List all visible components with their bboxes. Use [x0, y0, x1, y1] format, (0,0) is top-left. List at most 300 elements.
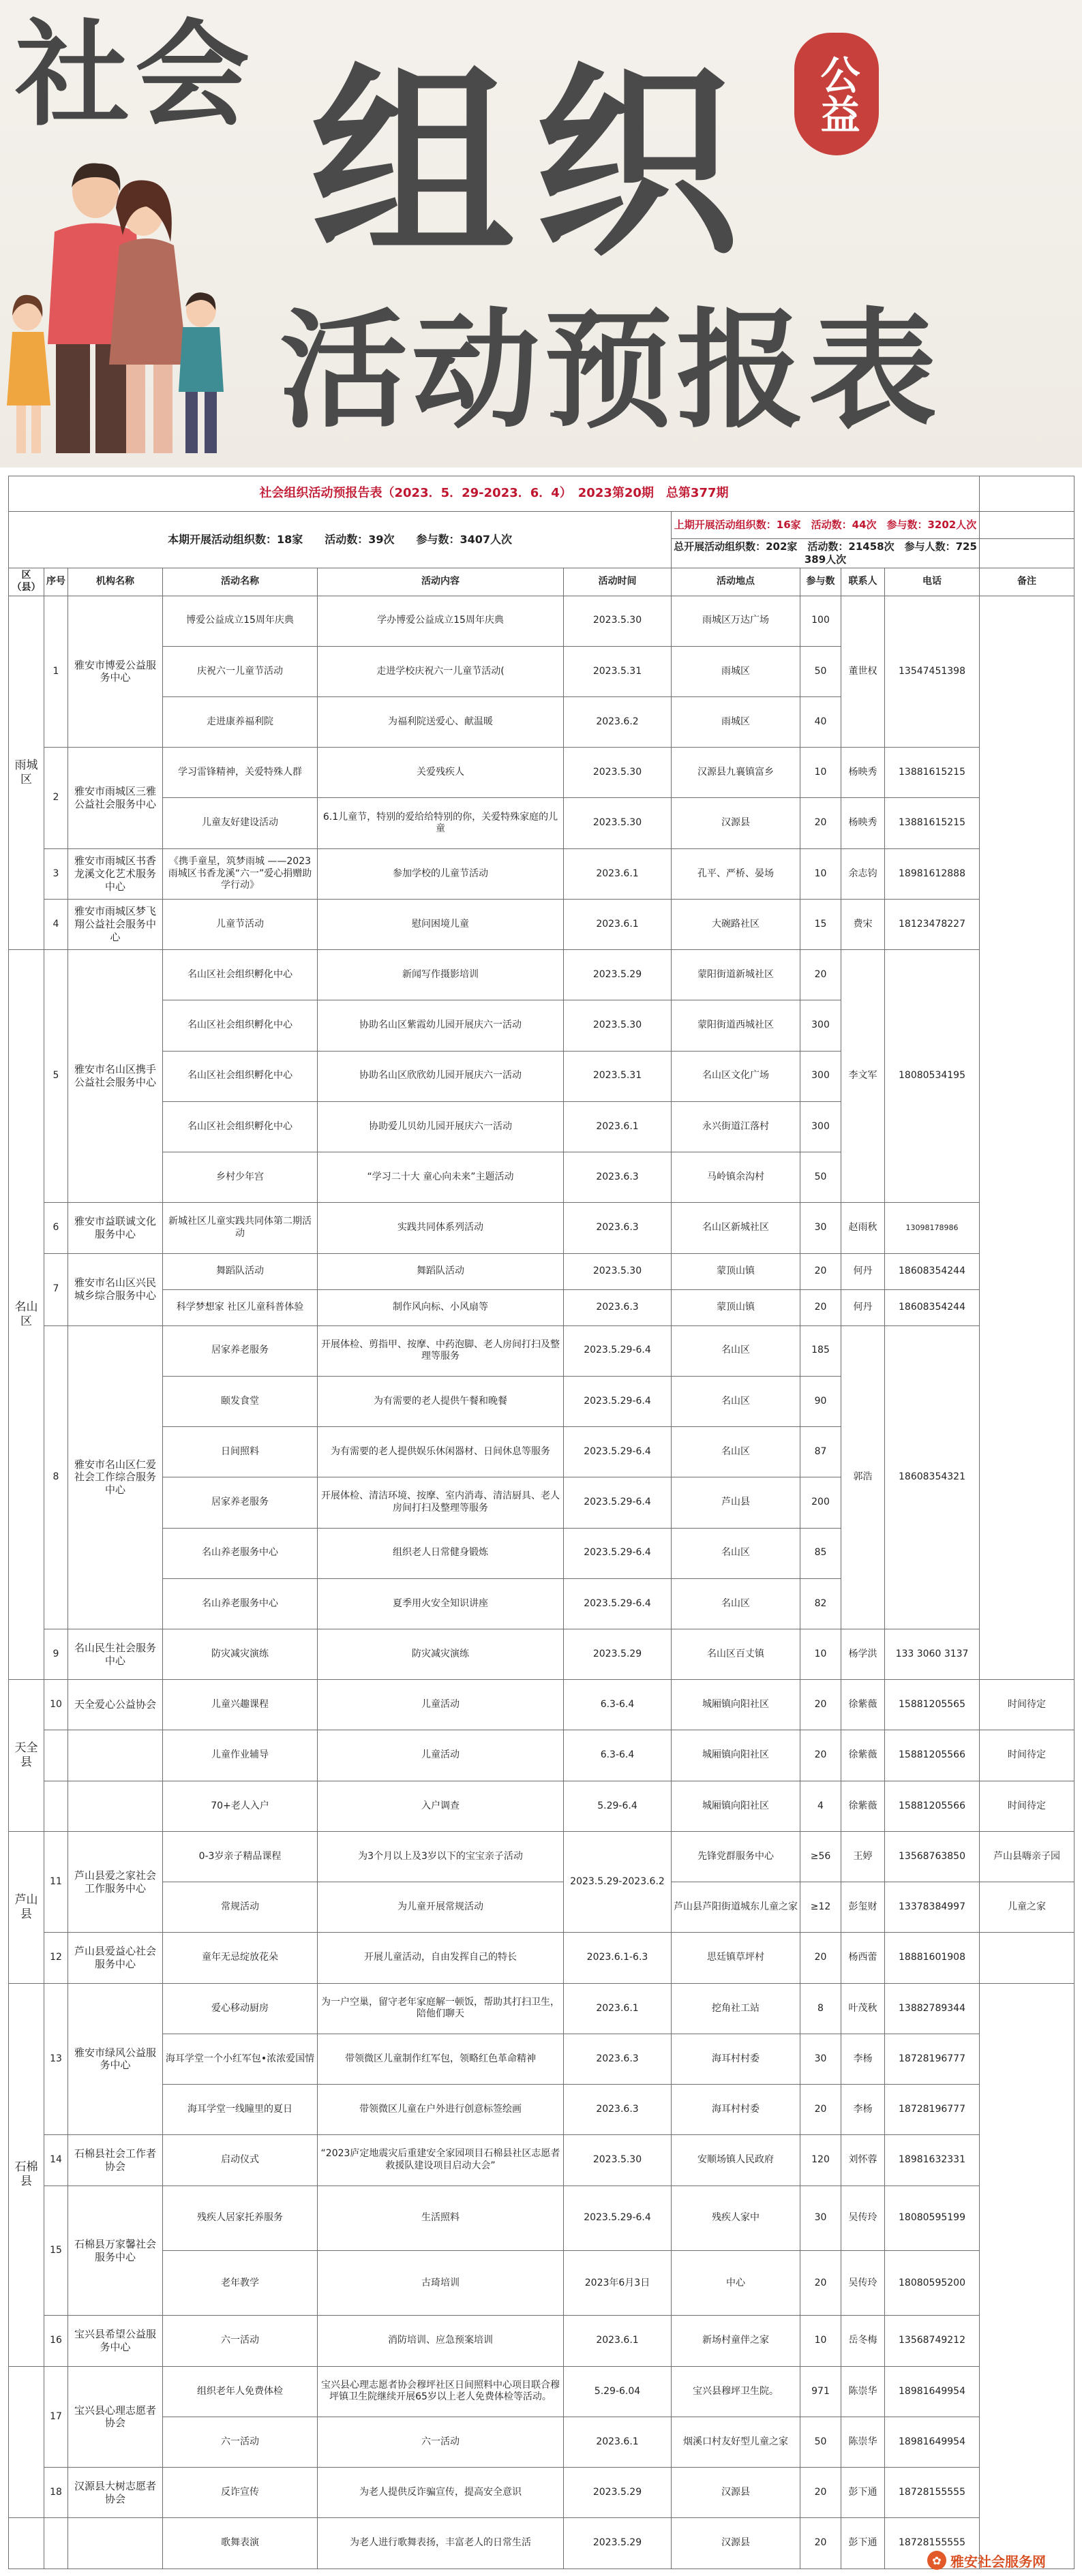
col-header: 联系人 — [841, 568, 885, 596]
activity-name-cell: 防灾减灾演练 — [163, 1629, 318, 1680]
activity-content-cell: 为有需要的老人提供午餐和晚餐 — [318, 1376, 564, 1426]
phone-cell: 18080595200 — [885, 2251, 980, 2316]
contact-cell: 李文军 — [841, 950, 885, 1203]
org-cell: 芦山县爱之家社会工作服务中心 — [68, 1831, 163, 1932]
org-cell: 雅安市绿风公益服务中心 — [68, 1983, 163, 2135]
activity-name-cell: 博爱公益成立15周年庆典 — [163, 596, 318, 646]
table-row — [9, 596, 1075, 646]
activity-name-cell: 走进康养福利院 — [163, 696, 318, 747]
participant-count-cell: 120 — [800, 2135, 841, 2186]
activity-name-cell: 名山区社会组织孵化中心 — [163, 1051, 318, 1101]
phone-cell: 133 3060 3137 — [885, 1629, 980, 1680]
activity-name-cell: 名山养老服务中心 — [163, 1578, 318, 1629]
table-row — [9, 2316, 1075, 2366]
participant-count-cell: 15 — [800, 899, 841, 949]
participant-count-cell: 20 — [800, 2468, 841, 2518]
contact-cell: 杨映秀 — [841, 748, 885, 798]
seq-cell: 6 — [44, 1203, 68, 1253]
activity-time-cell: 2023.5.29-6.4 — [564, 1427, 672, 1477]
table-row — [9, 1325, 1075, 1376]
activity-content-cell: 关爱残疾人 — [318, 748, 564, 798]
participant-count-cell: 90 — [800, 1376, 841, 1426]
activity-place-cell: 宝兴县穆坪卫生院。 — [672, 2366, 800, 2417]
title-line-3: 活动预报表 — [280, 295, 941, 446]
table-row — [9, 2034, 1075, 2084]
participant-count-cell: 82 — [800, 1578, 841, 1629]
activity-place-cell: 雨城区万达广场 — [672, 596, 800, 646]
activity-name-cell: 残疾人居家托养服务 — [163, 2186, 318, 2250]
org-cell: 名山民生社会服务中心 — [68, 1629, 163, 1680]
activity-place-cell: 名山区百丈镇 — [672, 1629, 800, 1680]
contact-cell: 何丹 — [841, 1253, 885, 1289]
participant-count-cell: 50 — [800, 2417, 841, 2467]
phone-cell: 13881615215 — [885, 748, 980, 798]
seq-cell: 11 — [44, 1831, 68, 1932]
activity-time-cell: 5.29-6.04 — [564, 2366, 672, 2417]
seq-cell: 5 — [44, 950, 68, 1203]
report-title: 社会组织活动预报告表（2023．5．29-2023．6．4） 2023第20期 总第377期 — [9, 476, 980, 512]
phone-cell: 18080534195 — [885, 950, 980, 1203]
activity-time-cell: 2023.5.29-6.4 — [564, 2186, 672, 2250]
participant-count-cell: 30 — [800, 2186, 841, 2250]
activity-content-cell: 慰问困境儿童 — [318, 899, 564, 949]
activity-place-cell: 芦山县芦阳街道城东儿童之家 — [672, 1882, 800, 1933]
participant-count-cell: 50 — [800, 646, 841, 696]
badge-text: 公益 — [813, 55, 860, 134]
activity-name-cell: 新城社区儿童实践共同体第二期活动 — [163, 1203, 318, 1253]
participant-count-cell: 20 — [800, 950, 841, 1000]
family-illustration — [7, 160, 239, 460]
org-cell — [68, 1730, 163, 1781]
activity-content-cell: 参加学校的儿童节活动 — [318, 848, 564, 899]
table-row — [9, 1629, 1075, 1680]
contact-cell: 徐紫薇 — [841, 1730, 885, 1781]
column-header-row — [9, 568, 1075, 596]
contact-cell: 刘怀蓉 — [841, 2135, 885, 2186]
org-cell: 宝兴县心理志愿者协会 — [68, 2366, 163, 2467]
org-cell: 雅安市雨城区书香龙溪文化艺术服务中心 — [68, 848, 163, 899]
note-cell: 芦山县嗨亲子园 — [980, 1831, 1075, 1882]
activity-place-cell: 名山区 — [672, 1578, 800, 1629]
activity-place-cell: 城厢镇向阳社区 — [672, 1781, 800, 1831]
title-line-2: 组织 — [310, 43, 757, 283]
activity-place-cell: 挖角社工站 — [672, 1983, 800, 2034]
activity-time-cell: 2023.5.31 — [564, 1051, 672, 1101]
activity-content-cell: 儿童活动 — [318, 1730, 564, 1781]
phone-cell: 13378384997 — [885, 1882, 980, 1933]
table-row — [9, 2468, 1075, 2518]
participant-count-cell: 300 — [800, 1051, 841, 1101]
activity-time-cell: 2023.6.2 — [564, 696, 672, 747]
activity-time-cell: 6.3-6.4 — [564, 1680, 672, 1730]
seq-cell: 4 — [44, 899, 68, 949]
seq-cell: 1 — [44, 596, 68, 748]
activity-place-cell: 名山区 — [672, 1528, 800, 1578]
participant-count-cell: 20 — [800, 798, 841, 848]
activity-place-cell: 海耳村村委 — [672, 2085, 800, 2135]
activity-content-cell: 开展体检、清洁环境、按摩、室内消毒、清洁厨具、老人房间打扫及整理等服务 — [318, 1477, 564, 1528]
activity-name-cell: 老年教学 — [163, 2251, 318, 2316]
activity-content-cell: 宝兴县心理志愿者协会穆坪社区日间照料中心项目联合穆坪镇卫生院继续开展65岁以上老人免费体检等活动。 — [318, 2366, 564, 2417]
participant-count-cell: 20 — [800, 2518, 841, 2569]
district-cell — [9, 2366, 44, 2518]
participant-count-cell: ≥56 — [800, 1831, 841, 1882]
participant-count-cell: 100 — [800, 596, 841, 646]
activity-name-cell: 童年无忌绽放花朵 — [163, 1933, 318, 1983]
contact-cell: 董世权 — [841, 596, 885, 748]
table-row — [9, 2186, 1075, 2250]
seq-cell — [44, 1781, 68, 1831]
contact-cell: 彭玺财 — [841, 1882, 885, 1933]
activity-name-cell: 名山区社会组织孵化中心 — [163, 1101, 318, 1152]
table-row — [9, 1203, 1075, 1253]
activity-place-cell: 孔平、严桥、晏场 — [672, 848, 800, 899]
note-cell: 时间待定 — [980, 1680, 1075, 1730]
phone-cell: 18608354244 — [885, 1289, 980, 1325]
table-row — [9, 1831, 1075, 1882]
participant-count-cell: ≥12 — [800, 1882, 841, 1933]
seq-cell: 16 — [44, 2316, 68, 2366]
table-row — [9, 1289, 1075, 1325]
phone-cell: 13098178986 — [885, 1203, 980, 1253]
org-cell: 雅安市名山区兴民城乡综合服务中心 — [68, 1253, 163, 1325]
table-row — [9, 899, 1075, 949]
participant-count-cell: 20 — [800, 2085, 841, 2135]
activity-time-cell: 2023.5.30 — [564, 748, 672, 798]
org-cell: 雅安市雨城区三雅公益社会服务中心 — [68, 748, 163, 848]
activity-name-cell: 《携手童星，筑梦雨城 ——2023雨城区书香龙溪“六一”爱心捐赠助学行动》 — [163, 848, 318, 899]
contact-cell: 叶茂秋 — [841, 1983, 885, 2034]
contact-cell: 彭下通 — [841, 2468, 885, 2518]
activity-time-cell: 2023.5.29 — [564, 2518, 672, 2569]
site-logo-icon: ✿ — [927, 2551, 946, 2570]
activity-time-cell: 2023.6.3 — [564, 1203, 672, 1253]
seq-cell — [44, 2518, 68, 2569]
contact-cell: 杨学洪 — [841, 1629, 885, 1680]
phone-cell: 13881615215 — [885, 798, 980, 848]
district-cell: 雨城区 — [9, 596, 44, 950]
activity-forecast-table — [8, 476, 1075, 2569]
activity-name-cell: 爱心移动厨房 — [163, 1983, 318, 2034]
org-cell: 石棉县社会工作者协会 — [68, 2135, 163, 2186]
activity-content-cell: 协助名山区紫霞幼儿园开展庆六一活动 — [318, 1000, 564, 1051]
activity-time-cell: 2023.5.30 — [564, 2135, 672, 2186]
activity-name-cell: 学习雷锋精神，关爱特殊人群 — [163, 748, 318, 798]
participant-count-cell: 30 — [800, 1203, 841, 1253]
note-cell — [980, 596, 1075, 1680]
activity-time-cell: 2023.6.1 — [564, 1983, 672, 2034]
org-cell: 雅安市名山区携手公益社会服务中心 — [68, 950, 163, 1203]
activity-time-cell: 2023.5.29-6.4 — [564, 1528, 672, 1578]
activity-name-cell: 反诈宣传 — [163, 2468, 318, 2518]
activity-place-cell: 思廷镇草坪村 — [672, 1933, 800, 1983]
seq-cell: 15 — [44, 2186, 68, 2316]
activity-name-cell: 儿童兴趣课程 — [163, 1680, 318, 1730]
phone-cell: 18728155555 — [885, 2468, 980, 2518]
note-cell: 儿童之家 — [980, 1882, 1075, 1933]
table-row — [9, 2085, 1075, 2135]
activity-content-cell: 学办博爱公益成立15周年庆典 — [318, 596, 564, 646]
activity-content-cell: 组织老人日常健身锻炼 — [318, 1528, 564, 1578]
activity-content-cell: “2023庐定地震灾后重建安全家园项目石棉县社区志愿者救援队建设项目启动大会” — [318, 2135, 564, 2186]
org-cell: 雅安市名山区仁爱社会工作综合服务中心 — [68, 1325, 163, 1629]
activity-content-cell: 新闻写作摄影培训 — [318, 950, 564, 1000]
phone-cell: 18728196777 — [885, 2034, 980, 2084]
activity-name-cell: 庆祝六一儿童节活动 — [163, 646, 318, 696]
contact-cell: 王婷 — [841, 1831, 885, 1882]
activity-name-cell: 名山区社会组织孵化中心 — [163, 950, 318, 1000]
participant-count-cell: 200 — [800, 1477, 841, 1528]
contact-cell: 何丹 — [841, 1289, 885, 1325]
activity-place-cell: 大碗路社区 — [672, 899, 800, 949]
participant-count-cell: 20 — [800, 2251, 841, 2316]
participant-count-cell: 10 — [800, 1629, 841, 1680]
seq-cell: 13 — [44, 1983, 68, 2135]
activity-name-cell: 舞蹈队活动 — [163, 1253, 318, 1289]
phone-cell: 13882789344 — [885, 1983, 980, 2034]
org-cell: 宝兴县希望公益服务中心 — [68, 2316, 163, 2366]
table-row — [9, 2417, 1075, 2467]
contact-cell: 徐紫薇 — [841, 1781, 885, 1831]
activity-time-cell: 2023.5.30 — [564, 1253, 672, 1289]
activity-time-cell: 2023.6.3 — [564, 2085, 672, 2135]
header-banner — [0, 0, 1082, 467]
activity-place-cell: 名山区新城社区 — [672, 1203, 800, 1253]
col-header: 参与数 — [800, 568, 841, 596]
activity-place-cell: 名山区 — [672, 1376, 800, 1426]
activity-name-cell: 名山区社会组织孵化中心 — [163, 1000, 318, 1051]
activity-content-cell: “学习二十大 童心向未来”主题活动 — [318, 1152, 564, 1203]
activity-time-cell: 2023.5.29-6.4 — [564, 1578, 672, 1629]
seq-cell: 9 — [44, 1629, 68, 1680]
col-header: 活动地点 — [672, 568, 800, 596]
participant-count-cell: 971 — [800, 2366, 841, 2417]
table-row — [9, 748, 1075, 798]
org-cell: 雅安市益联诚文化服务中心 — [68, 1203, 163, 1253]
activity-content-cell: 儿童活动 — [318, 1680, 564, 1730]
org-cell: 汉源县大树志愿者协会 — [68, 2468, 163, 2518]
activity-time-cell: 2023.5.29-6.4 — [564, 1477, 672, 1528]
contact-cell: 陈崇华 — [841, 2366, 885, 2417]
activity-content-cell: 消防培训、应急预案培训 — [318, 2316, 564, 2366]
activity-content-cell: 协助名山区欣欣幼儿园开展庆六一活动 — [318, 1051, 564, 1101]
activity-time-cell: 2023.6.1-6.3 — [564, 1933, 672, 1983]
activity-content-cell: 实践共同体系列活动 — [318, 1203, 564, 1253]
contact-cell: 杨西蕾 — [841, 1933, 885, 1983]
contact-cell: 岳冬梅 — [841, 2316, 885, 2366]
seq-cell: 17 — [44, 2366, 68, 2467]
activity-name-cell: 0-3岁亲子精品课程 — [163, 1831, 318, 1882]
activity-place-cell: 名山区文化广场 — [672, 1051, 800, 1101]
table-row — [9, 2366, 1075, 2417]
participant-count-cell: 50 — [800, 1152, 841, 1203]
seq-cell: 18 — [44, 2468, 68, 2518]
contact-cell: 费宋 — [841, 899, 885, 949]
activity-content-cell: 走进学校庆祝六一儿童节活动( — [318, 646, 564, 696]
activity-name-cell: 启动仪式 — [163, 2135, 318, 2186]
phone-cell: 15881205565 — [885, 1680, 980, 1730]
activity-name-cell: 儿童作业辅导 — [163, 1730, 318, 1781]
org-cell — [68, 1781, 163, 1831]
activity-place-cell: 蒙阳街道西城社区 — [672, 1000, 800, 1051]
activity-content-cell: 为儿童开展常规活动 — [318, 1882, 564, 1933]
activity-time-cell: 2023.6.3 — [564, 1152, 672, 1203]
activity-content-cell: 协助爱儿贝幼儿园开展庆六一活动 — [318, 1101, 564, 1152]
activity-time-cell: 2023.5.30 — [564, 798, 672, 848]
activity-time-cell: 5.29-6.4 — [564, 1781, 672, 1831]
participant-count-cell: 185 — [800, 1325, 841, 1376]
table-row — [9, 1730, 1075, 1781]
activity-time-cell: 2023.5.29-6.4 — [564, 1325, 672, 1376]
org-cell: 雅安市博爱公益服务中心 — [68, 596, 163, 748]
participant-count-cell: 10 — [800, 2316, 841, 2366]
org-cell — [68, 2518, 163, 2569]
activity-name-cell: 六一活动 — [163, 2417, 318, 2467]
seq-cell: 8 — [44, 1325, 68, 1629]
phone-cell: 18728196777 — [885, 2085, 980, 2135]
activity-name-cell: 名山养老服务中心 — [163, 1528, 318, 1578]
participant-count-cell: 300 — [800, 1000, 841, 1051]
current-summary: 本期开展活动组织数：18家 活动数：39次 参与数：3407人次 — [9, 511, 672, 568]
activity-place-cell: 城厢镇向阳社区 — [672, 1730, 800, 1781]
activity-content-cell: 带领微区儿童制作红军包，领略红色革命精神 — [318, 2034, 564, 2084]
phone-cell: 15881205566 — [885, 1781, 980, 1831]
contact-cell: 吴传玲 — [841, 2251, 885, 2316]
activity-place-cell: 雨城区 — [672, 696, 800, 747]
activity-name-cell: 海耳学堂一线瞳里的夏日 — [163, 2085, 318, 2135]
table-row — [9, 1781, 1075, 1831]
activity-place-cell: 蒙阳街道新城社区 — [672, 950, 800, 1000]
activity-time-cell: 2023.6.1 — [564, 848, 672, 899]
col-header: 序号 — [44, 568, 68, 596]
contact-cell: 徐紫薇 — [841, 1680, 885, 1730]
col-header: 备注 — [980, 568, 1075, 596]
activity-time-cell: 2023.6.1 — [564, 2417, 672, 2467]
participant-count-cell: 20 — [800, 1289, 841, 1325]
activity-place-cell: 雨城区 — [672, 646, 800, 696]
table-row — [9, 2251, 1075, 2316]
contact-cell: 吴传玲 — [841, 2186, 885, 2250]
org-cell: 石棉县万家馨社会服务中心 — [68, 2186, 163, 2316]
contact-cell: 陈崇华 — [841, 2417, 885, 2467]
activity-place-cell: 烟溪口村友好型儿童之家 — [672, 2417, 800, 2467]
activity-place-cell: 城厢镇向阳社区 — [672, 1680, 800, 1730]
activity-place-cell: 安顺场镇人民政府 — [672, 2135, 800, 2186]
phone-cell: 15881205566 — [885, 1730, 980, 1781]
participant-count-cell: 8 — [800, 1983, 841, 2034]
phone-cell: 18981612888 — [885, 848, 980, 899]
activity-place-cell: 永兴街道江落村 — [672, 1101, 800, 1152]
public-welfare-badge — [794, 33, 879, 155]
note-cell — [980, 1983, 1075, 2569]
activity-time-cell: 2023.5.29-2023.6.2 — [564, 1831, 672, 1932]
activity-content-cell: 夏季用火安全知识讲座 — [318, 1578, 564, 1629]
activity-place-cell: 汉源县九襄镇富乡 — [672, 748, 800, 798]
contact-cell: 李杨 — [841, 2085, 885, 2135]
watermark-text: 雅安社会服务网 — [950, 2553, 1046, 2570]
district-cell: 天全县 — [9, 1680, 44, 1832]
col-header: 电话 — [885, 568, 980, 596]
table-row — [9, 1933, 1075, 1983]
activity-content-cell: 6.1儿童节，特别的爱给给特别的你，关爱特殊家庭的儿童 — [318, 798, 564, 848]
last-summary: 上期开展活动组织数：16家 活动数：44次 参与数：3202人次 — [672, 511, 980, 538]
activity-time-cell: 2023年6月3日 — [564, 2251, 672, 2316]
activity-name-cell: 儿童友好建设活动 — [163, 798, 318, 848]
activity-name-cell: 科学梦想家 社区儿童科普体验 — [163, 1289, 318, 1325]
phone-cell: 18728155555 — [885, 2518, 980, 2569]
activity-name-cell: 海耳学堂一个小红军包•浓浓爱国情 — [163, 2034, 318, 2084]
col-header: 活动内容 — [318, 568, 564, 596]
activity-content-cell: 为老人提供反诈骗宣传，提高安全意识 — [318, 2468, 564, 2518]
col-header: 活动时间 — [564, 568, 672, 596]
activity-name-cell: 组织老年人免费体检 — [163, 2366, 318, 2417]
activity-place-cell: 海耳村村委 — [672, 2034, 800, 2084]
activity-place-cell: 芦山县 — [672, 1477, 800, 1528]
activity-content-cell: 开展体检、剪指甲、按摩、中药泡脚、老人房间打扫及整理等服务 — [318, 1325, 564, 1376]
district-cell — [9, 2518, 44, 2569]
phone-cell: 13568763850 — [885, 1831, 980, 1882]
table-row — [9, 2135, 1075, 2186]
participant-count-cell: 10 — [800, 748, 841, 798]
activity-name-cell: 70+老人入户 — [163, 1781, 318, 1831]
table-row — [9, 1253, 1075, 1289]
phone-cell: 18981632331 — [885, 2135, 980, 2186]
activity-place-cell: 名山区 — [672, 1427, 800, 1477]
activity-place-cell: 先锋党群服务中心 — [672, 1831, 800, 1882]
contact-cell: 李杨 — [841, 2034, 885, 2084]
table-row — [9, 848, 1075, 899]
activity-content-cell: 开展儿童活动，自由发挥自己的特长 — [318, 1933, 564, 1983]
activity-time-cell: 6.3-6.4 — [564, 1730, 672, 1781]
seq-cell: 3 — [44, 848, 68, 899]
note-cell: 时间待定 — [980, 1730, 1075, 1781]
participant-count-cell: 87 — [800, 1427, 841, 1477]
activity-place-cell: 蒙顶山镇 — [672, 1253, 800, 1289]
phone-cell: 13547451398 — [885, 596, 980, 748]
table-row — [9, 1882, 1075, 1933]
activity-name-cell: 颐发食堂 — [163, 1376, 318, 1426]
activity-content-cell: 防灾减灾演练 — [318, 1629, 564, 1680]
phone-cell: 18981649954 — [885, 2366, 980, 2417]
activity-name-cell: 乡村少年宫 — [163, 1152, 318, 1203]
activity-content-cell: 生活照料 — [318, 2186, 564, 2250]
total-summary: 总开展活动组织数：202家 活动数：21458次 参与人数：725389人次 — [672, 539, 980, 568]
activity-time-cell: 2023.5.31 — [564, 646, 672, 696]
org-cell: 雅安市雨城区梦飞翔公益社会服务中心 — [68, 899, 163, 949]
activity-content-cell: 入户调查 — [318, 1781, 564, 1831]
table-row — [9, 1680, 1075, 1730]
participant-count-cell: 40 — [800, 696, 841, 747]
note-cell — [980, 1933, 1075, 1983]
phone-cell: 18080595199 — [885, 2186, 980, 2250]
site-watermark — [927, 2547, 1079, 2573]
activity-place-cell: 汉源县 — [672, 798, 800, 848]
activity-content-cell: 六一活动 — [318, 2417, 564, 2467]
activity-content-cell: 古琦培训 — [318, 2251, 564, 2316]
table-row — [9, 2518, 1075, 2569]
participant-count-cell: 4 — [800, 1781, 841, 1831]
activity-time-cell: 2023.5.29 — [564, 1629, 672, 1680]
activity-content-cell: 舞蹈队活动 — [318, 1253, 564, 1289]
activity-place-cell: 中心 — [672, 2251, 800, 2316]
phone-cell: 18981649954 — [885, 2417, 980, 2467]
activity-content-cell: 为一户空巢，留守老年家庭解一顿饭，帮助其打扫卫生，陪他们聊天 — [318, 1983, 564, 2034]
seq-cell: 10 — [44, 1680, 68, 1730]
activity-content-cell: 为3个月以上及3岁以下的宝宝亲子活动 — [318, 1831, 564, 1882]
table-row — [9, 798, 1075, 848]
activity-place-cell: 新场村童伴之家 — [672, 2316, 800, 2366]
participant-count-cell: 20 — [800, 1680, 841, 1730]
